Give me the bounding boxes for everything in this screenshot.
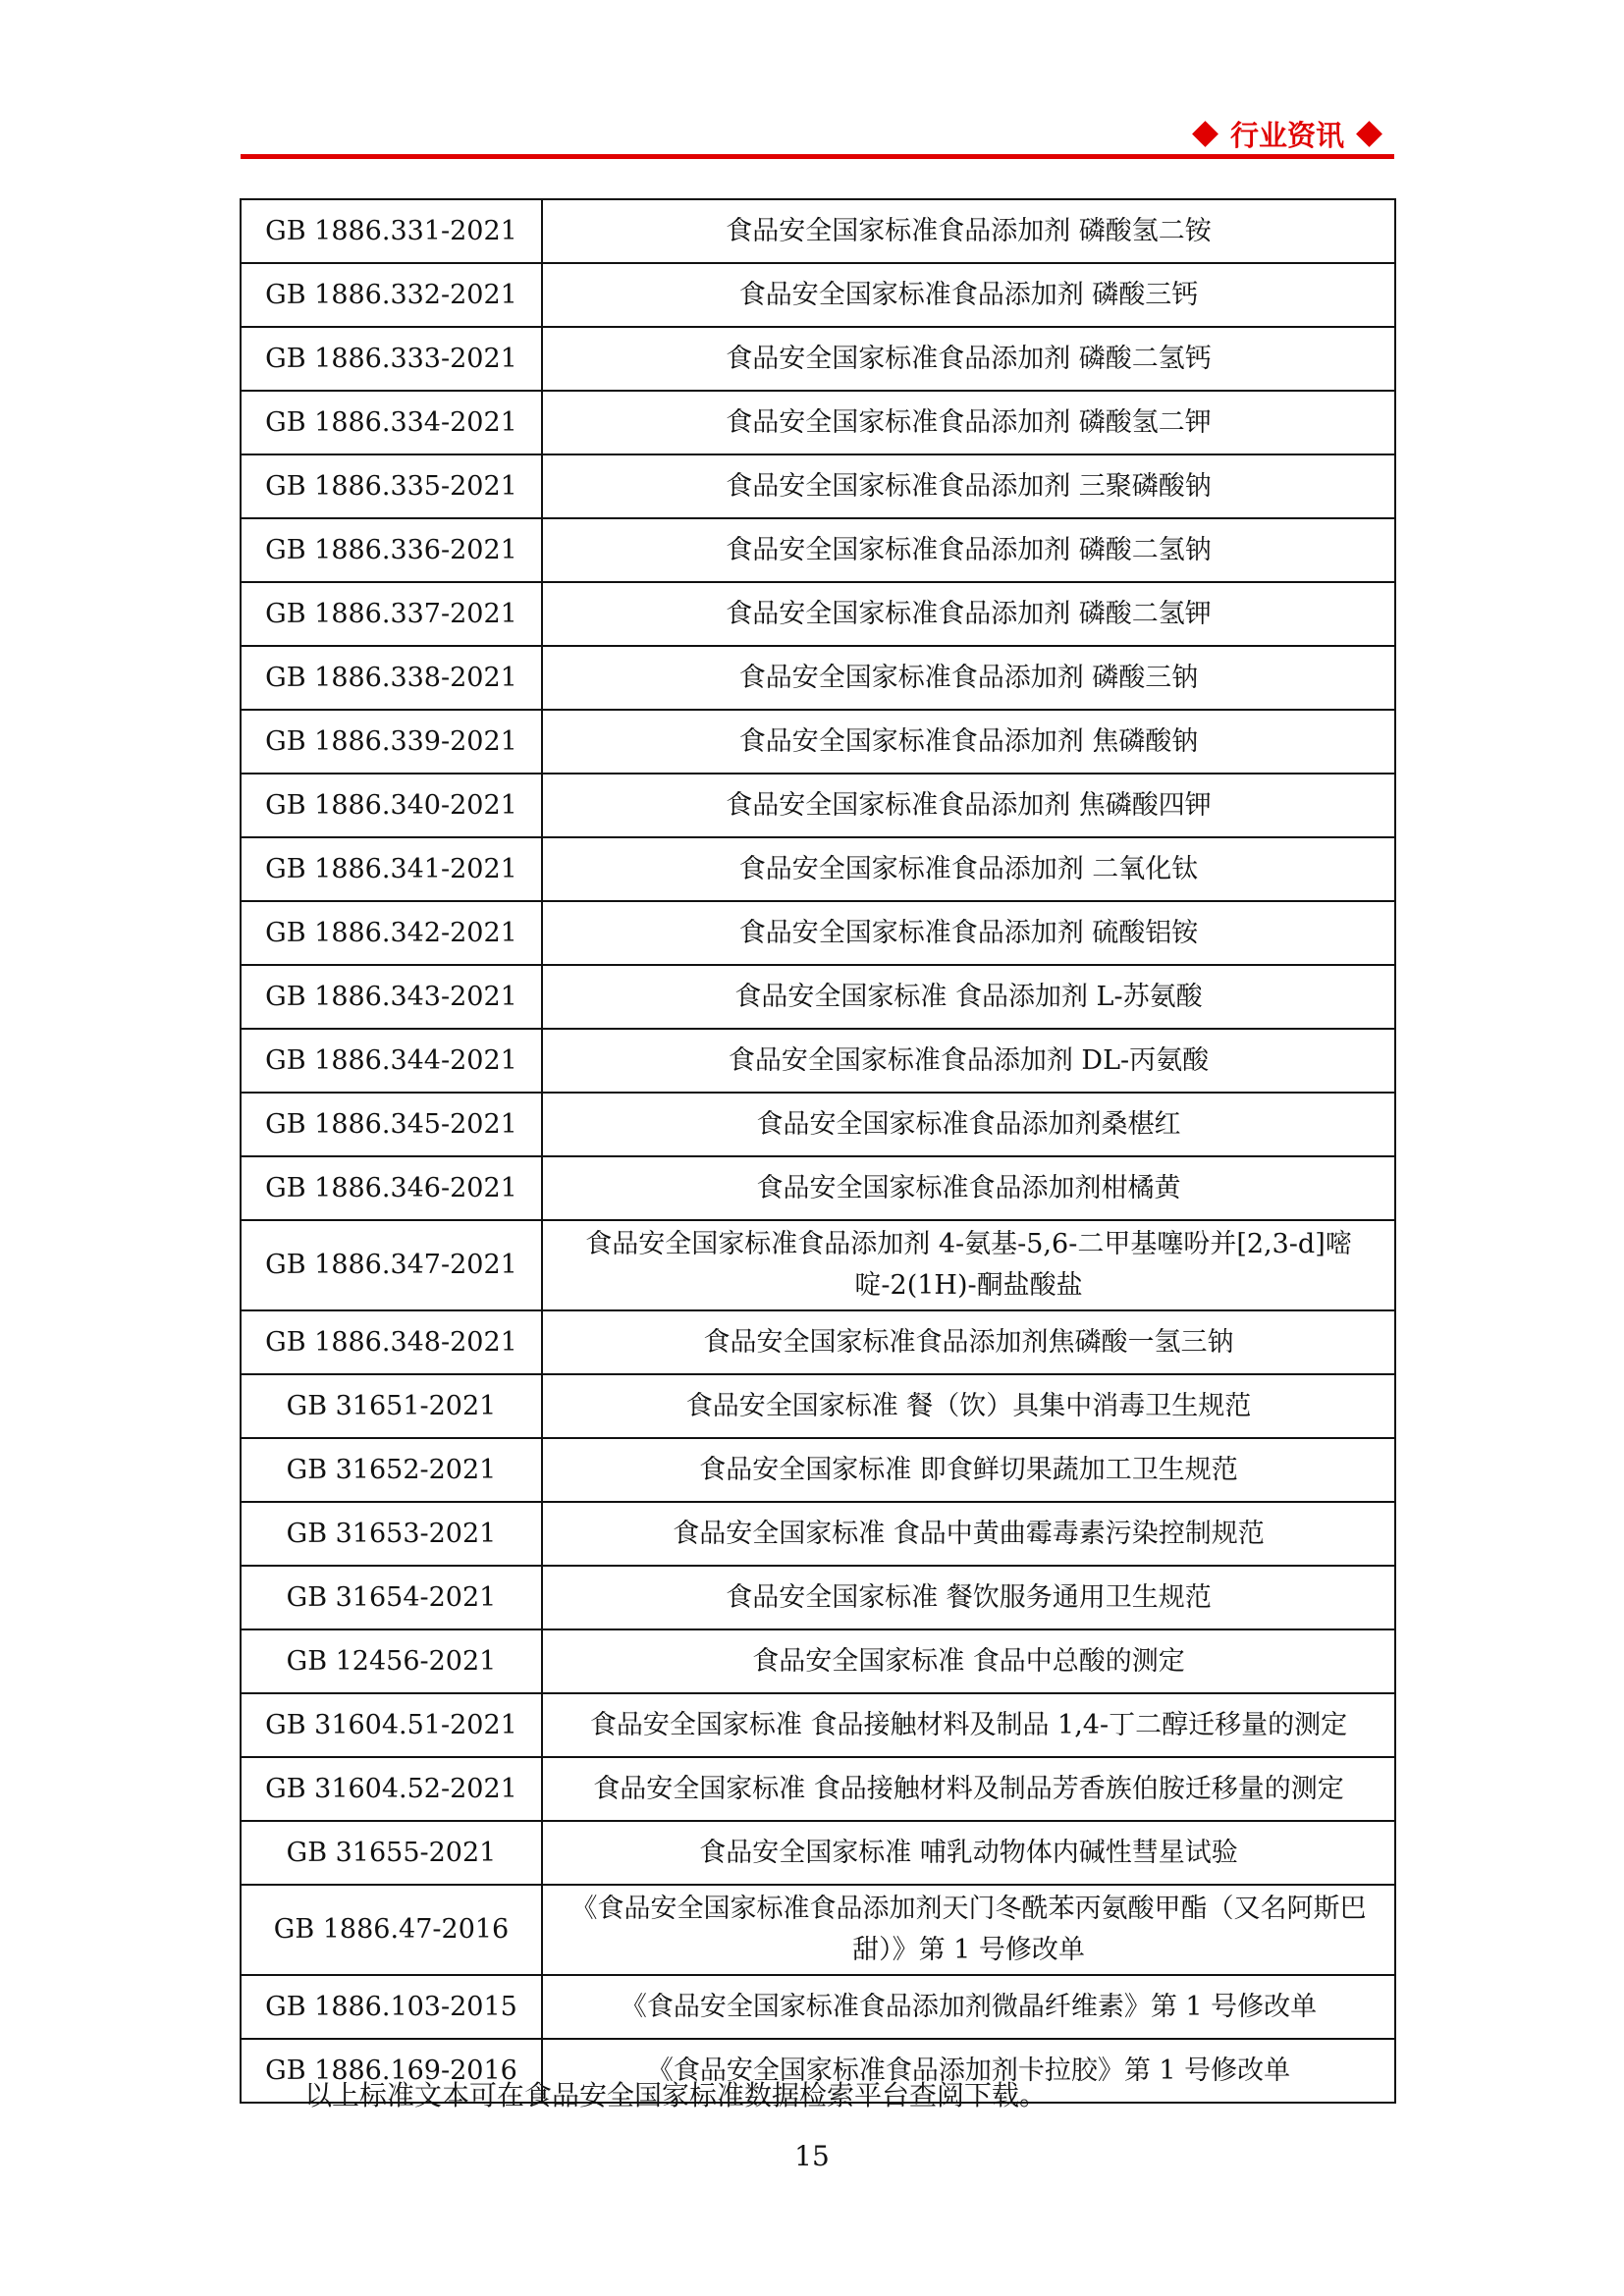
standards-table	[240, 198, 1396, 2104]
standard-code: GB 31654-2021	[241, 1566, 542, 1629]
standard-name: 食品安全国家标准 餐饮服务通用卫生规范	[542, 1566, 1395, 1629]
diamond-left-icon	[1192, 121, 1218, 147]
table-row	[241, 965, 1395, 1029]
table-row	[241, 1438, 1395, 1502]
standard-name: 食品安全国家标准食品添加剂 DL-丙氨酸	[542, 1029, 1395, 1093]
standard-name: 食品安全国家标准食品添加剂 硫酸铝铵	[542, 901, 1395, 965]
standard-name: 食品安全国家标准食品添加剂 4-氨基-5,6-二甲基噻吩并[2,3-d]嘧啶-2(1H)-酮盐酸盐	[542, 1220, 1395, 1310]
standard-code: GB 1886.342-2021	[241, 901, 542, 965]
standard-name: 食品安全国家标准 食品接触材料及制品芳香族伯胺迁移量的测定	[542, 1757, 1395, 1821]
standard-code: GB 31604.51-2021	[241, 1693, 542, 1757]
table-row	[241, 1093, 1395, 1156]
standard-name: 食品安全国家标准 哺乳动物体内碱性彗星试验	[542, 1821, 1395, 1885]
page-number: 15	[794, 2140, 830, 2172]
standard-name: 食品安全国家标准 即食鲜切果蔬加工卫生规范	[542, 1438, 1395, 1502]
standard-code: GB 1886.345-2021	[241, 1093, 542, 1156]
standard-name: 《食品安全国家标准食品添加剂卡拉胶》第 1 号修改单	[542, 2039, 1395, 2103]
standard-code: GB 1886.341-2021	[241, 837, 542, 901]
standard-name: 食品安全国家标准 食品接触材料及制品 1,4-丁二醇迁移量的测定	[542, 1693, 1395, 1757]
standard-name: 食品安全国家标准食品添加剂 磷酸二氢钙	[542, 327, 1395, 391]
standard-name: 食品安全国家标准食品添加剂桑椹红	[542, 1093, 1395, 1156]
table-row	[241, 582, 1395, 646]
standard-name: 食品安全国家标准食品添加剂 三聚磷酸钠	[542, 454, 1395, 518]
standard-name: 食品安全国家标准食品添加剂 磷酸二氢钠	[542, 518, 1395, 582]
standard-code: GB 1886.347-2021	[241, 1220, 542, 1310]
table-row	[241, 263, 1395, 327]
page-header	[241, 110, 1394, 159]
table-row	[241, 1374, 1395, 1438]
standard-code: GB 1886.334-2021	[241, 391, 542, 454]
standard-code: GB 1886.169-2016	[241, 2039, 542, 2103]
standard-name: 食品安全国家标准食品添加剂柑橘黄	[542, 1156, 1395, 1220]
table-row	[241, 1821, 1395, 1885]
table-row	[241, 327, 1395, 391]
standard-name: 食品安全国家标准食品添加剂 磷酸氢二铵	[542, 199, 1395, 263]
standard-code: GB 31652-2021	[241, 1438, 542, 1502]
standard-name: 食品安全国家标准食品添加剂 磷酸氢二钾	[542, 391, 1395, 454]
table-row	[241, 518, 1395, 582]
table-row	[241, 1156, 1395, 1220]
table-row	[241, 454, 1395, 518]
standard-code: GB 1886.338-2021	[241, 646, 542, 710]
section-title-text: 行业资讯	[1229, 119, 1344, 152]
standard-code: GB 1886.343-2021	[241, 965, 542, 1029]
standard-code: GB 1886.344-2021	[241, 1029, 542, 1093]
table-row	[241, 1629, 1395, 1693]
standard-name: 食品安全国家标准食品添加剂焦磷酸一氢三钠	[542, 1310, 1395, 1374]
standard-code: GB 1886.333-2021	[241, 327, 542, 391]
table-row	[241, 1885, 1395, 1975]
table-row	[241, 901, 1395, 965]
standard-code: GB 1886.331-2021	[241, 199, 542, 263]
standard-code: GB 1886.337-2021	[241, 582, 542, 646]
table-row	[241, 1693, 1395, 1757]
section-title	[1180, 114, 1394, 154]
standard-code: GB 1886.340-2021	[241, 774, 542, 837]
table-row	[241, 710, 1395, 774]
standard-name: 食品安全国家标准食品添加剂 磷酸三钙	[542, 263, 1395, 327]
standard-code: GB 31604.52-2021	[241, 1757, 542, 1821]
standard-name: 《食品安全国家标准食品添加剂天门冬酰苯丙氨酸甲酯（又名阿斯巴甜）》第 1 号修改单	[542, 1885, 1395, 1975]
standard-code: GB 12456-2021	[241, 1629, 542, 1693]
diamond-right-icon	[1356, 121, 1382, 147]
standard-name: 食品安全国家标准食品添加剂 磷酸三钠	[542, 646, 1395, 710]
table-row	[241, 1757, 1395, 1821]
footnote: 以上标准文本可在食品安全国家标准数据检索平台查阅下载。	[304, 2079, 1048, 2111]
table-row	[241, 1502, 1395, 1566]
standard-name: 《食品安全国家标准食品添加剂微晶纤维素》第 1 号修改单	[542, 1975, 1395, 2039]
standard-code: GB 1886.339-2021	[241, 710, 542, 774]
table-row	[241, 1310, 1395, 1374]
standard-name: 食品安全国家标准 食品中总酸的测定	[542, 1629, 1395, 1693]
table-row	[241, 1029, 1395, 1093]
standard-name: 食品安全国家标准 食品添加剂 L-苏氨酸	[542, 965, 1395, 1029]
standard-name: 食品安全国家标准食品添加剂 焦磷酸四钾	[542, 774, 1395, 837]
table-row	[241, 1975, 1395, 2039]
header-rule	[241, 154, 1394, 159]
standard-name: 食品安全国家标准食品添加剂 二氧化钛	[542, 837, 1395, 901]
standard-name: 食品安全国家标准食品添加剂 磷酸二氢钾	[542, 582, 1395, 646]
table-row	[241, 391, 1395, 454]
standard-code: GB 31655-2021	[241, 1821, 542, 1885]
standard-code: GB 1886.348-2021	[241, 1310, 542, 1374]
standard-name: 食品安全国家标准 餐（饮）具集中消毒卫生规范	[542, 1374, 1395, 1438]
standard-name: 食品安全国家标准 食品中黄曲霉毒素污染控制规范	[542, 1502, 1395, 1566]
standard-code: GB 31651-2021	[241, 1374, 542, 1438]
standard-name: 食品安全国家标准食品添加剂 焦磷酸钠	[542, 710, 1395, 774]
table-row	[241, 1566, 1395, 1629]
standard-code: GB 1886.336-2021	[241, 518, 542, 582]
standard-code: GB 1886.335-2021	[241, 454, 542, 518]
standard-code: GB 31653-2021	[241, 1502, 542, 1566]
table-row	[241, 1220, 1395, 1310]
table-row	[241, 774, 1395, 837]
standard-code: GB 1886.332-2021	[241, 263, 542, 327]
table-row	[241, 646, 1395, 710]
standard-code: GB 1886.103-2015	[241, 1975, 542, 2039]
standard-code: GB 1886.47-2016	[241, 1885, 542, 1975]
table-row	[241, 199, 1395, 263]
standard-code: GB 1886.346-2021	[241, 1156, 542, 1220]
table-row	[241, 837, 1395, 901]
